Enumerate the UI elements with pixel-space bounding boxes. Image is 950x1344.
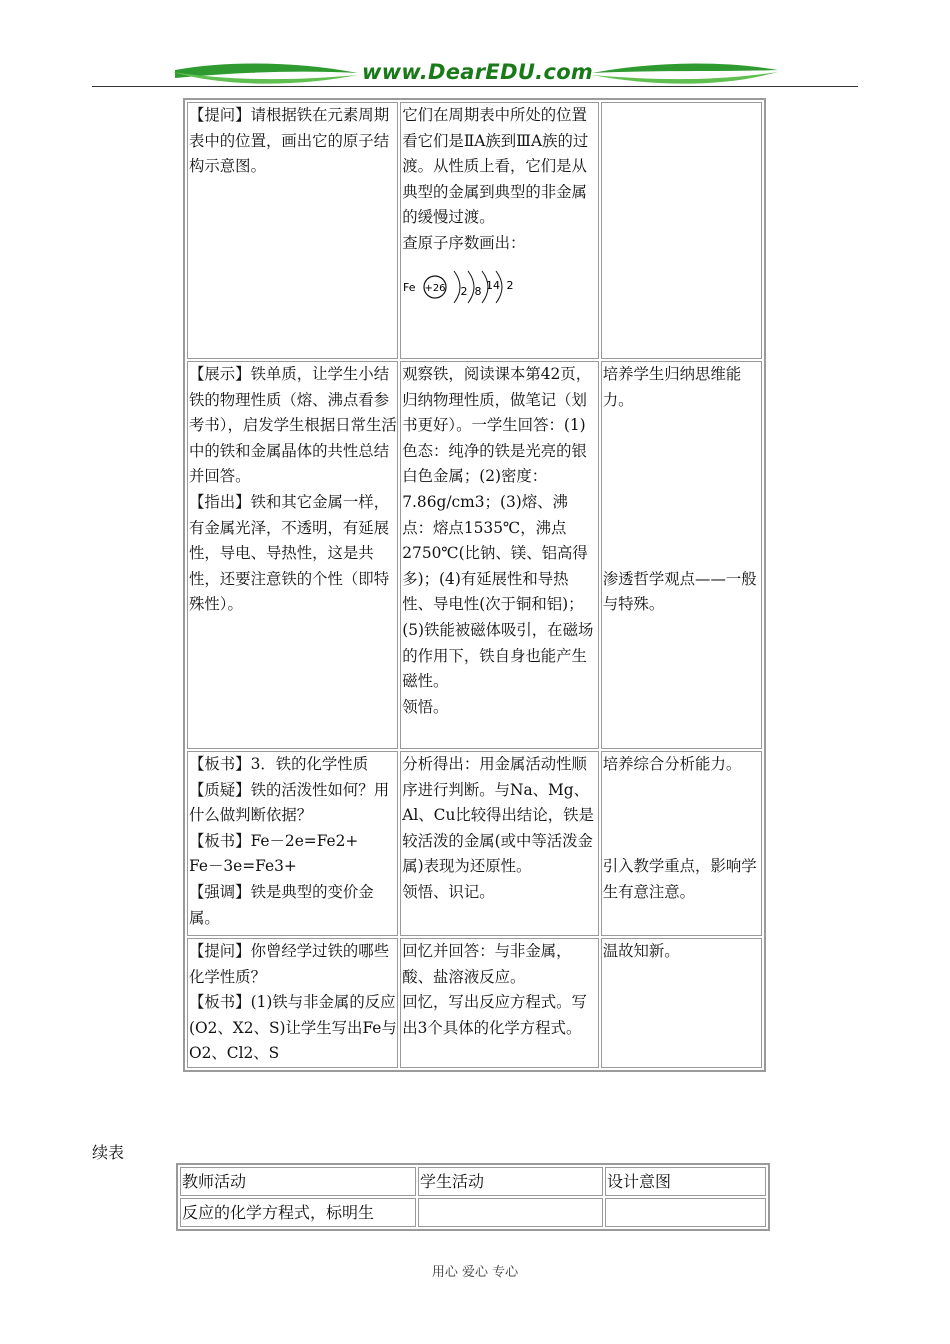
nucleus-charge: +26 bbox=[424, 282, 446, 294]
table-row bbox=[187, 751, 762, 936]
teacher-text: 【提问】你曾经学过铁的哪些化学性质？ 【板书】(1)铁与非金属的反应(O2、X2、S)让学生写出Fe与O2、Cl2、S bbox=[189, 942, 397, 1063]
header-banner bbox=[0, 0, 950, 95]
lesson-table bbox=[183, 98, 766, 1072]
shell-electrons: 2 bbox=[460, 284, 468, 298]
student-text: 回忆并回答：与非金属，酸、盐溶液反应。 回忆，写出反应方程式。写出3个具体的化学方程式。 bbox=[402, 942, 587, 1037]
teacher-text: 【提问】请根据铁在元素周期表中的位置，画出它的原子结构示意图。 bbox=[189, 106, 390, 176]
continued-table bbox=[176, 1163, 770, 1231]
teacher-cell bbox=[187, 938, 398, 1068]
teacher-cell bbox=[187, 361, 398, 749]
table-row bbox=[180, 1198, 766, 1227]
intent-cell bbox=[601, 361, 762, 749]
teacher-cell bbox=[187, 751, 398, 936]
intent-text: 温故知新。 bbox=[602, 942, 680, 960]
column-header: 学生活动 bbox=[418, 1167, 603, 1196]
intent-cell bbox=[601, 938, 762, 1068]
atom-symbol: Fe bbox=[403, 280, 416, 294]
brand-logo-text: www.DearEDU.com bbox=[362, 60, 594, 84]
table-row bbox=[187, 102, 762, 359]
student-cell bbox=[400, 102, 598, 359]
teacher-cell: 反应的化学方程式，标明生 bbox=[180, 1198, 416, 1227]
intent-cell bbox=[601, 102, 762, 359]
intent-text: 培养综合分析能力。 引入教学重点，影响学生有意注意。 bbox=[602, 755, 757, 901]
column-header: 教师活动 bbox=[180, 1167, 416, 1196]
teacher-text: 【板书】3．铁的化学性质 【质疑】铁的活泼性如何？用什么做判断依据？ 【板书】Fe－2e=Fe2+ Fe－3e=Fe3+ 【强调】铁是典型的变价金属。 bbox=[189, 755, 390, 927]
header-rule bbox=[92, 86, 858, 87]
column-header: 设计意图 bbox=[605, 1167, 766, 1196]
shell-electrons: 8 bbox=[474, 284, 482, 298]
intent-text: 培养学生归纳思维能力。 渗透哲学观点——一般与特殊。 bbox=[602, 365, 757, 614]
student-cell bbox=[400, 751, 598, 936]
fe-atom-structure-diagram bbox=[402, 267, 597, 307]
shell-electrons: 14 bbox=[486, 278, 501, 292]
student-cell bbox=[400, 361, 598, 749]
student-cell bbox=[418, 1198, 603, 1227]
student-cell bbox=[400, 938, 598, 1068]
teacher-cell bbox=[187, 102, 398, 359]
intent-cell bbox=[601, 751, 762, 936]
continued-label: 续表 bbox=[92, 1143, 125, 1162]
student-text: 它们在周期表中所处的位置看它们是ⅡA族到ⅢA族的过渡。从性质上看，它们是从典型的金属到典型的非金属的缓慢过渡。 查原子序数画出： bbox=[402, 106, 589, 252]
table-row bbox=[187, 938, 762, 1068]
shell-electrons: 2 bbox=[506, 278, 514, 292]
table-row bbox=[187, 361, 762, 749]
page-footer: 用心 爱心 专心 bbox=[431, 1265, 519, 1280]
teacher-text: 【展示】铁单质，让学生小结铁的物理性质（熔、沸点看参考书），启发学生根据日常生活中的铁和金属晶体的共性总结并回答。 【指出】铁和其它金属一样，有金属光泽，不透明，有延展性，导电、导热性，这是共性，还要注意铁的个性（即特殊性）。 bbox=[189, 365, 397, 614]
student-text: 观察铁，阅读课本第42页，归纳物理性质，做笔记（划书更好）。一学生回答：(1)色态：纯净的铁是光亮的银白色金属；(2)密度：7.86g/cm3；(3)熔、沸点：熔点1535℃，沸点2750℃(比钠、镁、铝高得多)；(4)有延展性和导热性、导电性(次于铜和铝)；(5)铁能被磁体吸引，在磁场的作用下，铁自身也能产生磁性。 领悟。 bbox=[402, 365, 594, 716]
table-header-row bbox=[180, 1167, 766, 1196]
student-text: 分析得出：用金属活动性顺序进行判断。与Na、Mg、Al、Cu比较得出结论，铁是较活泼的金属(或中等活泼金属)表现为还原性。 领悟、识记。 bbox=[402, 755, 594, 901]
intent-cell bbox=[605, 1198, 766, 1227]
